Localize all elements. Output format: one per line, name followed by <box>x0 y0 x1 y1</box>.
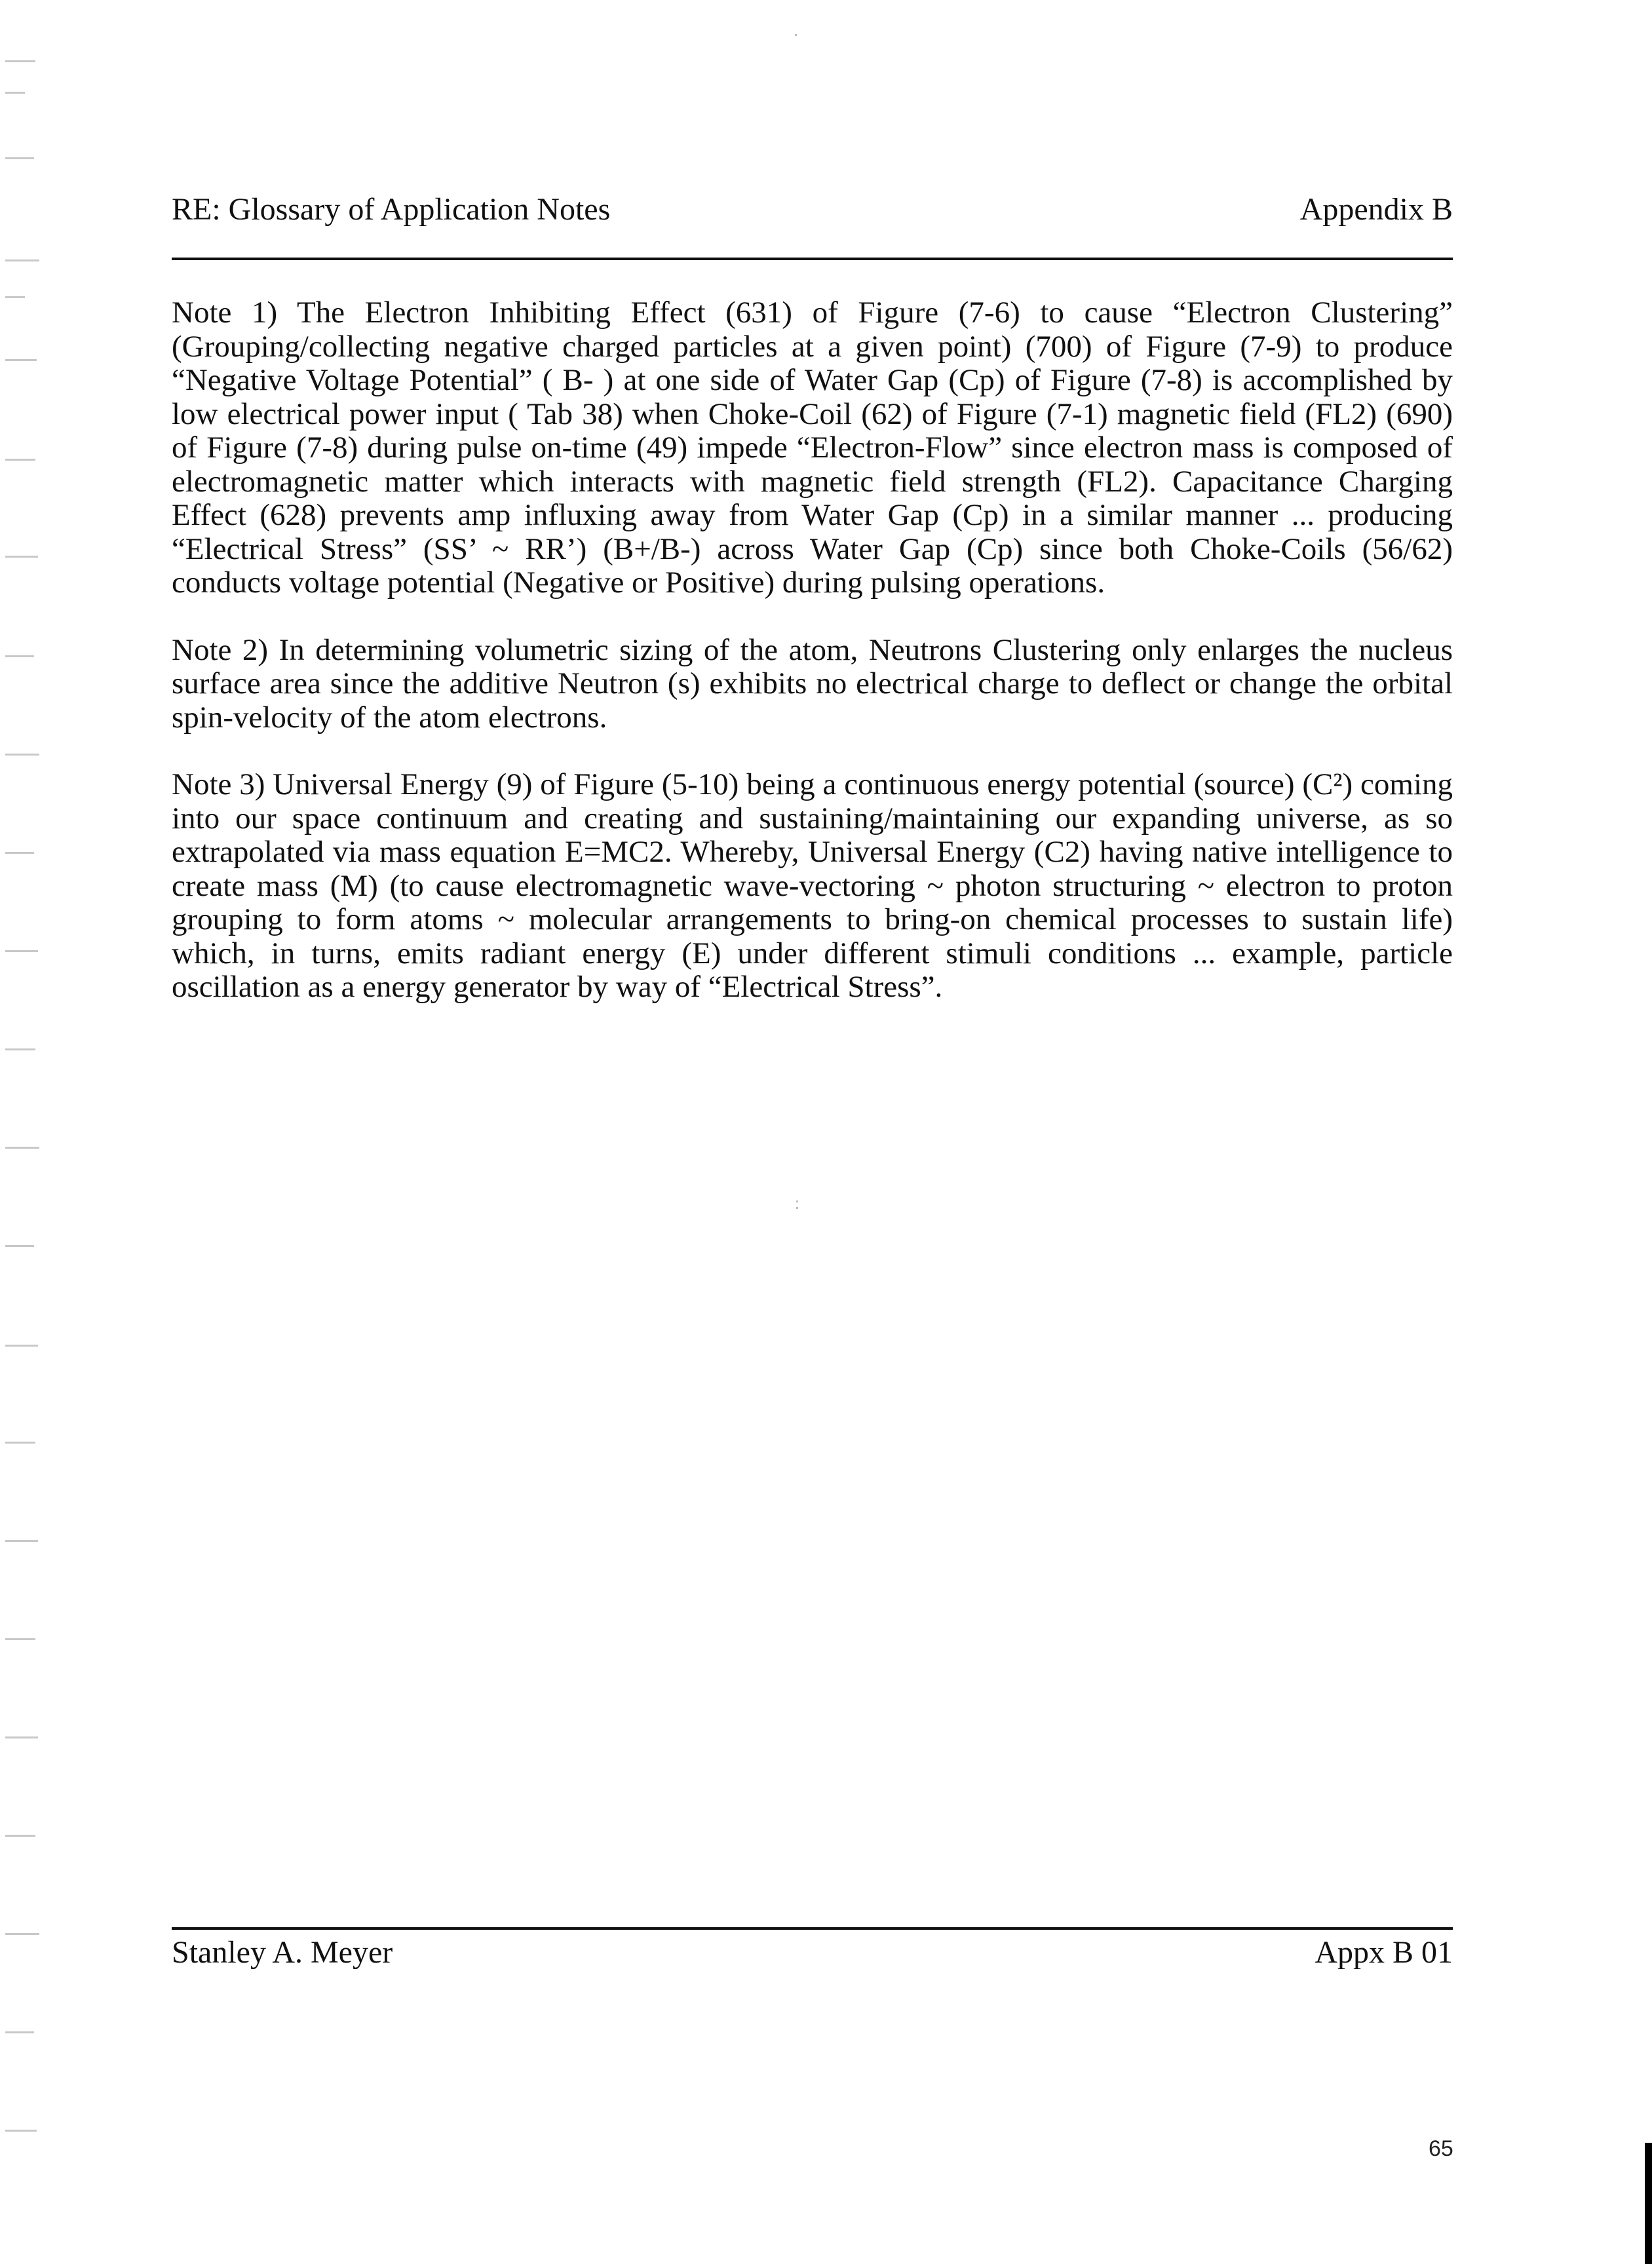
footer-rule <box>172 1927 1453 1930</box>
scan-edge-artifacts <box>0 0 52 2264</box>
notes-body <box>172 296 1453 1038</box>
scan-speck <box>796 1200 798 1202</box>
header-title: RE: Glossary of Application Notes <box>172 192 611 227</box>
note-2: Note 2) In determining volumetric sizing of the atom, Neutrons Clustering only enlarges the nucleus surface area since the additive Neutron (s) exhibits no electrical charge to deflect or change the orbital spin-velocity of the atom electrons. <box>172 632 1453 735</box>
page-number: 65 <box>1429 2136 1453 2161</box>
note-1: Note 1) The Electron Inhibiting Effect (631) of Figure (7-6) to cause “Electron Clustering” (Grouping/collecting negative charged particles at a given point) (700) of Figure (7-9) to produce “Negative Voltage Potential” ( B- ) at one side of Water Gap (Cp) of Figure (7-8) is accomplished by low electrical power input ( Tab 38) when Choke-Coil (62) of Figure (7-1) magnetic field (FL2) (690) of Figure (7-8) during pulse on-time (49) impede “Electron-Flow” since electron mass is composed of electromagnetic matter which interacts with magnetic field strength (FL2). Capacitance Charging Effect (628) prevents amp influxing away from Water Gap (Cp) in a similar manner ... producing “Electrical Stress” (SS’ ~ RR’) (B+/B-) across Water Gap (Cp) since both Choke-Coils (56/62) conducts voltage potential (Negative or Positive) during pulsing operations. <box>172 296 1453 600</box>
footer-author: Stanley A. Meyer <box>172 1935 393 1970</box>
scan-speck <box>795 34 797 36</box>
note-3: Note 3) Universal Energy (9) of Figure (5-10) being a continuous energy potential (source) (C²) coming into our space continuum and creating and sustaining/maintaining our expanding universe, as so extrapolated via mass equation E=MC2. Whereby, Universal Energy (C2) having native intelligence to create mass (M) (to cause electromagnetic wave-vectoring ~ photon structuring ~ electron to proton grouping to form atoms ~ molecular arrangements to bring-on chemical processes to sustain life) which, in turns, emits radiant energy (E) under different stimuli conditions ... example, particle oscillation as a energy generator by way of “Electrical Stress”. <box>172 767 1453 1004</box>
scan-speck <box>796 1207 798 1209</box>
page-footer <box>172 1934 1453 1980</box>
footer-page-code: Appx B 01 <box>1315 1935 1453 1970</box>
header-rule <box>172 258 1453 260</box>
header-appendix-label: Appendix B <box>1299 192 1453 227</box>
scan-edge-bar <box>1645 2143 1652 2264</box>
page-header <box>172 191 1453 237</box>
